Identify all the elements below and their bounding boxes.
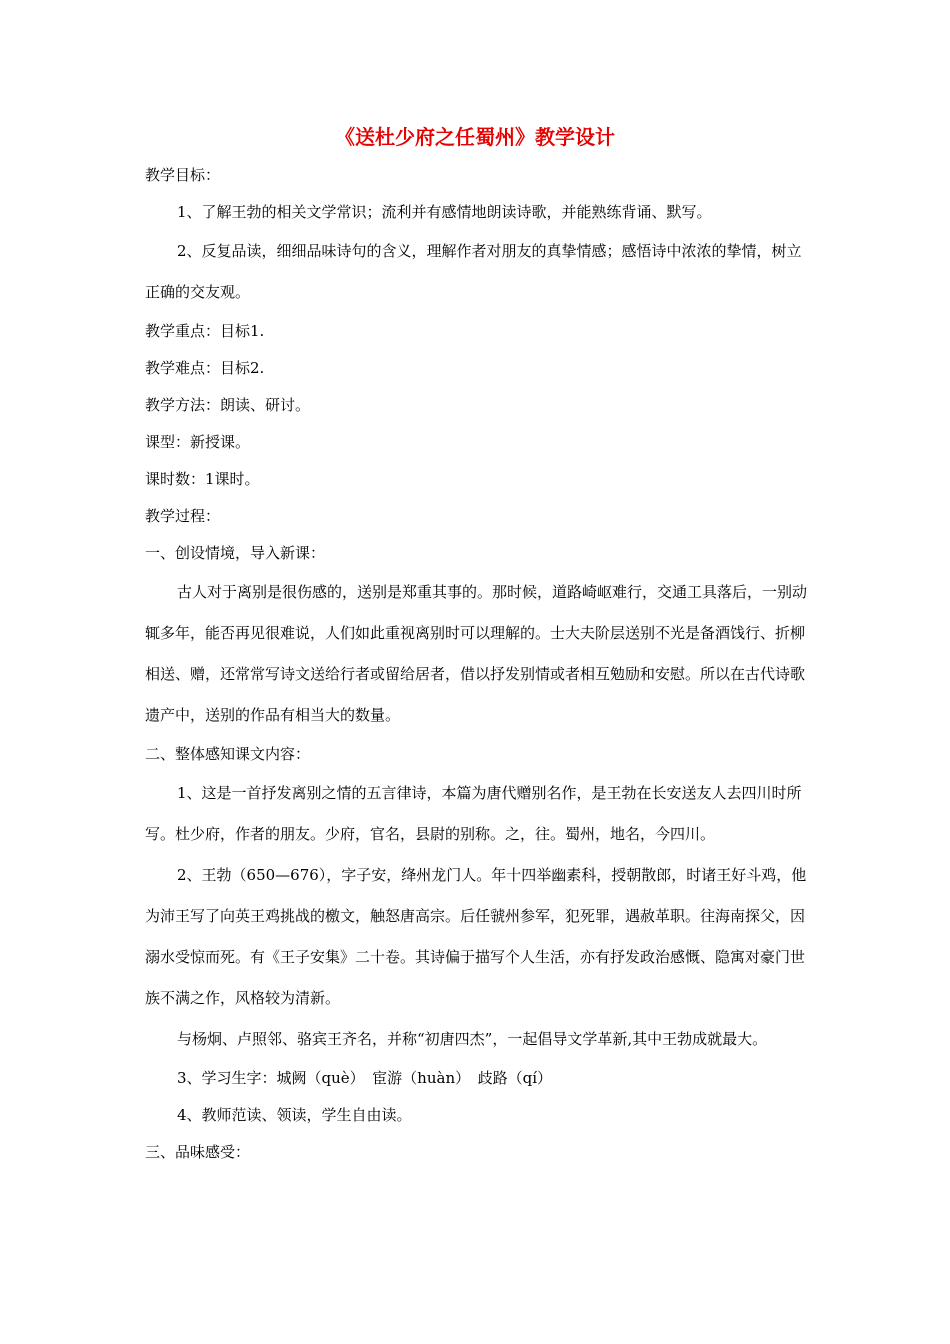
document-body [145, 157, 810, 1171]
document-title: 《送杜少府之任蜀州》教学设计 [335, 125, 615, 149]
paragraph-difficulty: 教学难点：目标2. [145, 359, 265, 377]
paragraph-four-masters: 与杨炯、卢照邻、骆宾王齐名，并称“初唐四杰”，一起倡导文学革新,其中王勃成就最大。 [177, 1030, 768, 1048]
paragraph-new-characters: 3、学习生字：城阙（què） 宦游（huàn） 歧路（qí） [177, 1069, 553, 1087]
paragraph-objective-2: 2、反复品读，细细品味诗句的含义，理解作者对朋友的真挚情感；感悟诗中浓浓的挚情，树立正确的交友观。 [145, 242, 802, 301]
paragraph-poem-intro: 1、这是一首抒发离别之情的五言律诗，本篇为唐代赠别名作，是王勃在长安送友人去四川时所写。杜少府，作者的朋友。少府，官名，县尉的别称。之，往。蜀州，地名，今四川。 [145, 784, 802, 843]
paragraph-lesson-count: 课时数：1课时。 [145, 470, 260, 488]
paragraph-reading: 4、教师范读、领读，学生自由读。 [177, 1106, 412, 1124]
paragraph-objectives-heading: 教学目标： [145, 166, 221, 184]
paragraph-process-heading: 教学过程： [145, 507, 221, 525]
paragraph-key-point: 教学重点：目标1. [145, 322, 265, 340]
paragraph-author-bio: 2、王勃（650—676），字子安，绛州龙门人。年十四举幽素科，授朝散郎，时诸王好斗鸡，他为沛王写了向英王鸡挑战的檄文，触怒唐高宗。后任虢州参军，犯死罪，遇赦革职。往海南探父，因溺水受惊而死。有《王子安集》二十卷。其诗偏于描写个人生活，亦有抒发政治感慨、隐寓对豪门世族不满之作，风格较为清新。 [145, 866, 807, 1007]
section-heading-1: 一、创设情境，导入新课： [145, 544, 326, 562]
paragraph-intro: 古人对于离别是很伤感的，送别是郑重其事的。那时候，道路崎岖难行，交通工具落后，一别动辄多年，能否再见很难说，人们如此重视离别时可以理解的。士大夫阶层送别不光是备酒饯行、折柳相送、赠，还常常写诗文送给行者或留给居者，借以抒发别情或者相互勉励和安慰。所以在古代诗歌遗产中，送别的作品有相当大的数量。 [145, 583, 808, 724]
paragraph-objective-1: 1、了解王勃的相关文学常识；流利并有感情地朗读诗歌，并能熟练背诵、默写。 [177, 203, 712, 221]
paragraph-lesson-type: 课型：新授课。 [145, 433, 251, 451]
section-heading-2: 二、整体感知课文内容： [145, 745, 311, 763]
section-heading-3: 三、品味感受： [145, 1143, 251, 1161]
paragraph-method: 教学方法：朗读、研讨。 [145, 396, 311, 414]
